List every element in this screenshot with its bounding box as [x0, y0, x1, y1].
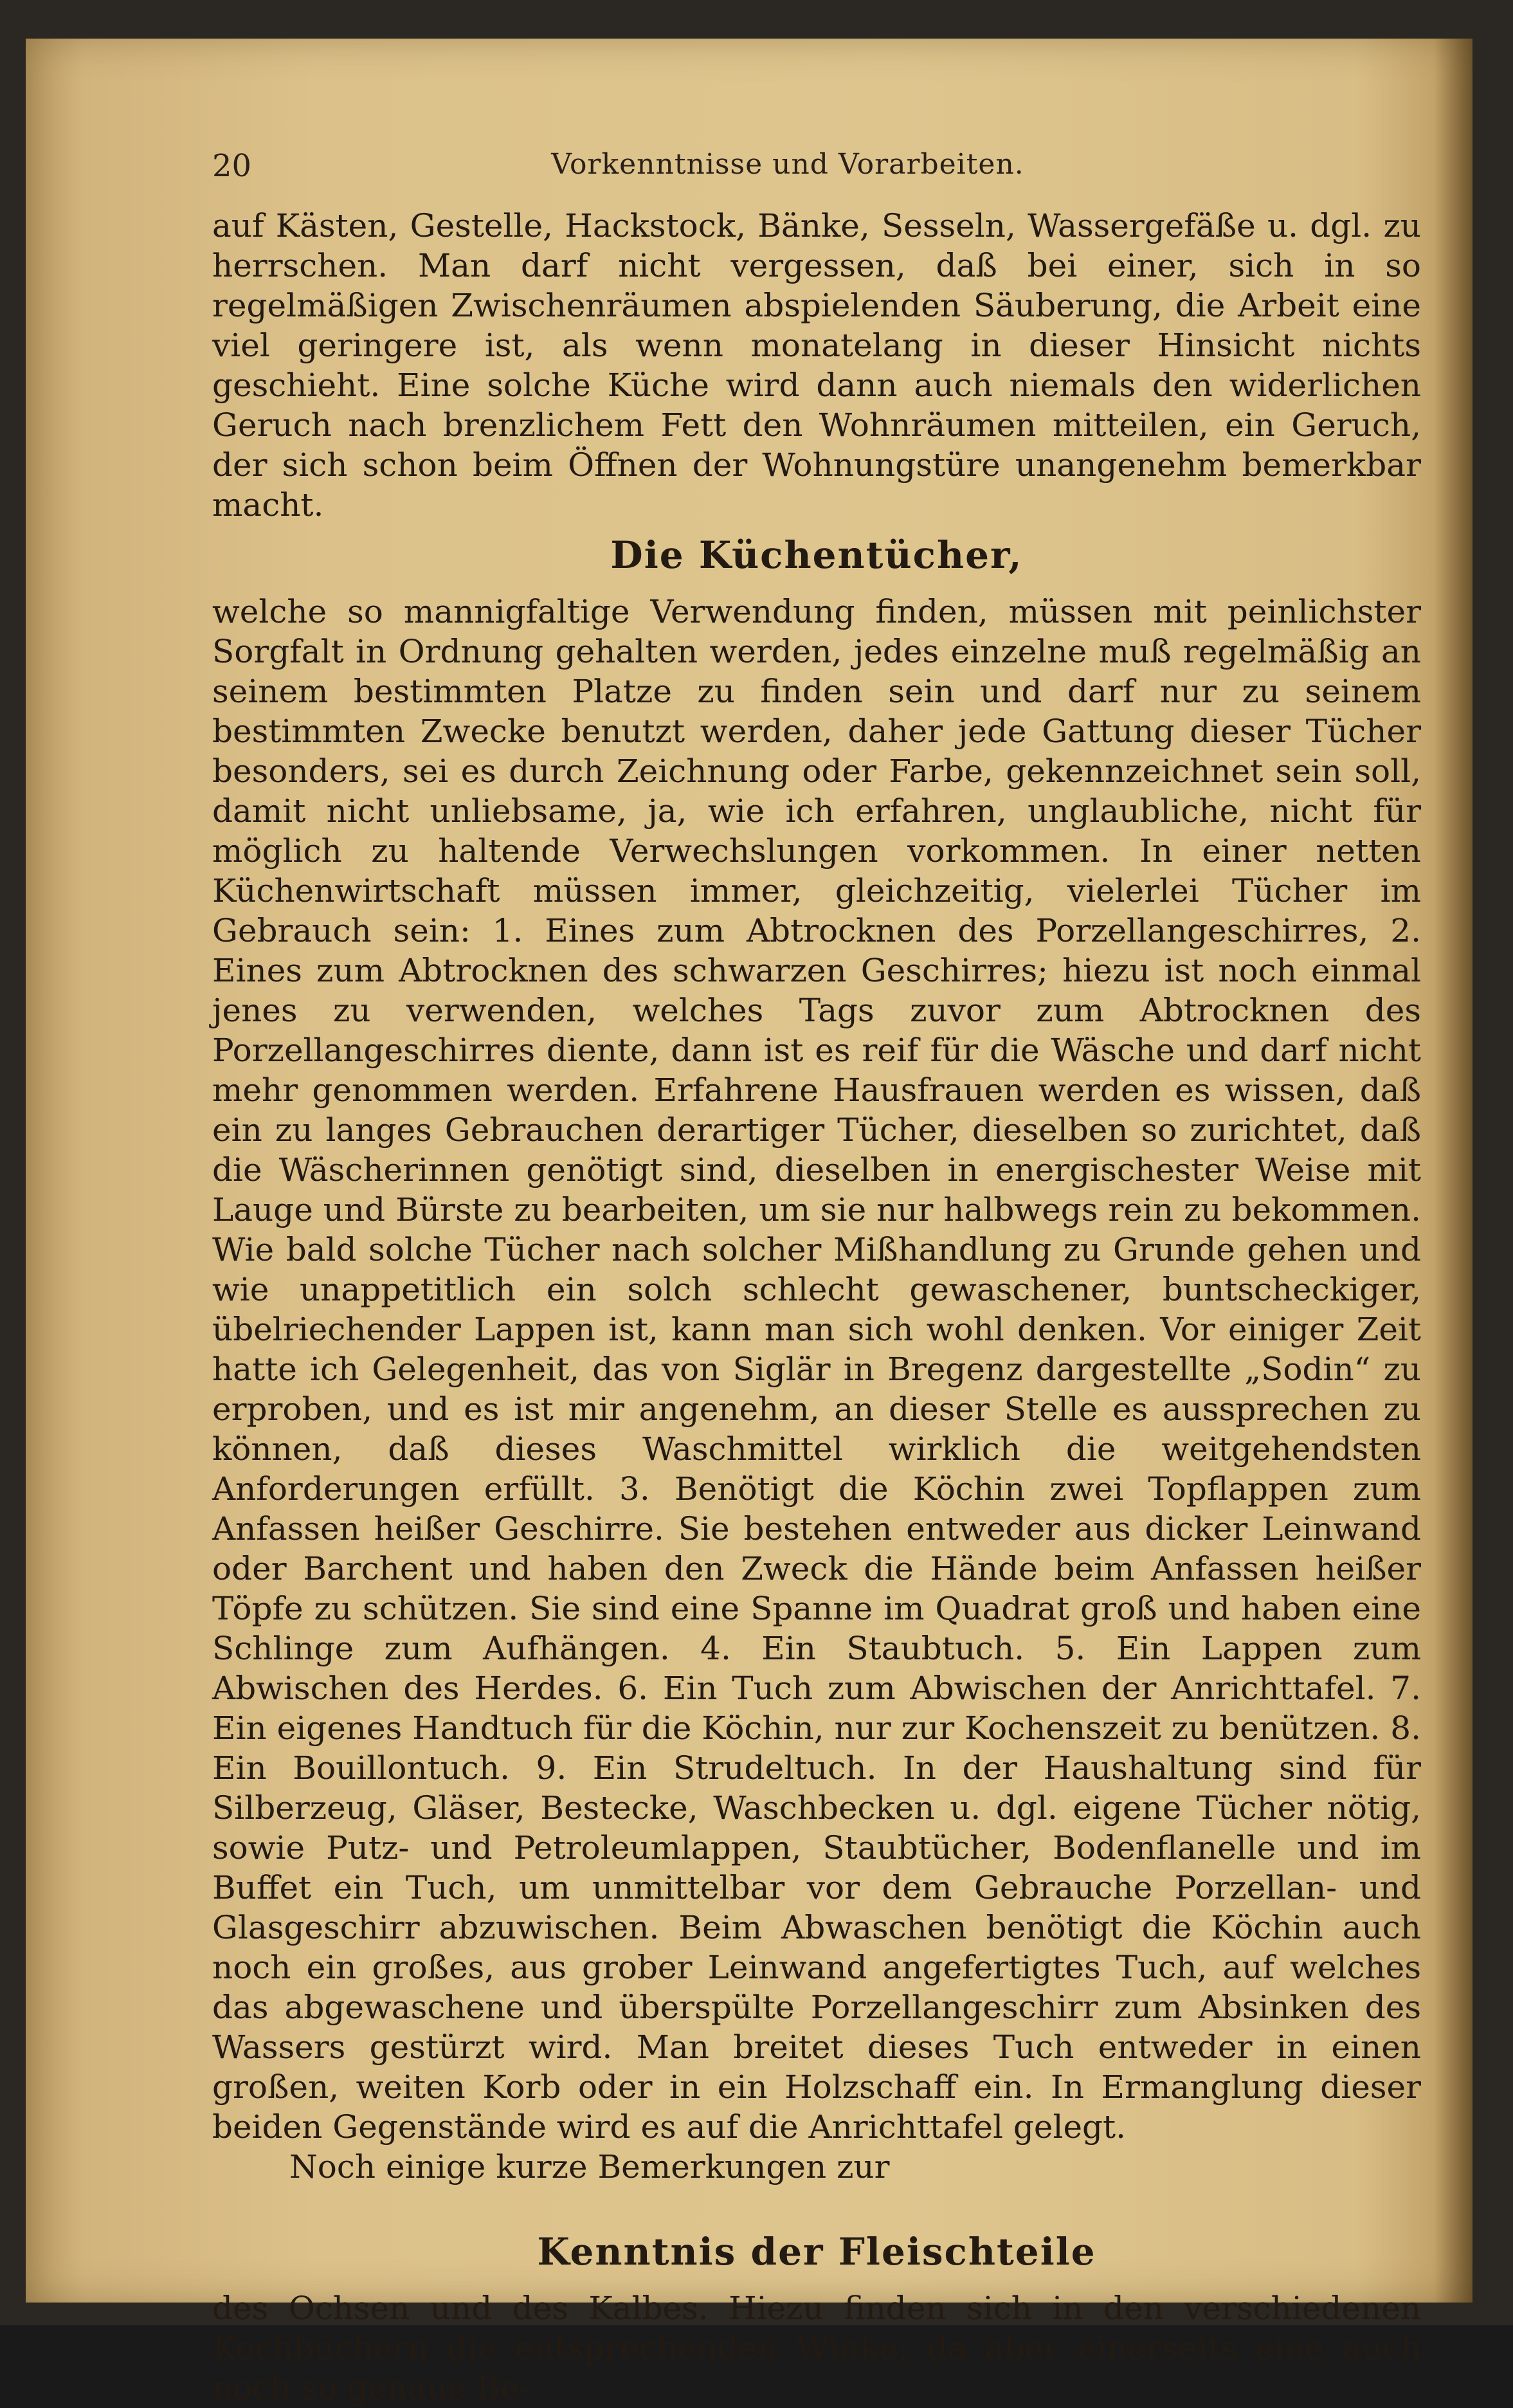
page-spine-shadow	[1434, 39, 1472, 2303]
page-number: 20	[212, 148, 252, 184]
section-heading-kuechentuecher: Die Küchentücher,	[610, 533, 1023, 577]
page-header	[186, 148, 1389, 193]
paragraph-1: auf Kästen, Gestelle, Hackstock, Bänke, Sesseln, Wassergefäße u. dgl. zu herrschen. Man darf nicht vergessen, daß bei einer, sich in so regelmäßigen Zwischenräumen abspielenden Säuberung, die Arbeit eine viel geringere ist, als wenn monatelang in dieser Hinsicht nichts geschieht. Eine solche Küche wird dann auch niemals den widerlichen Geruch nach brenzlichem Fett den Wohnräumen mitteilen, ein Geruch, der sich schon beim Öffnen der Wohnungstüre unangenehm bemerkbar macht.	[212, 207, 1421, 524]
paragraph-4: des Ochsen und des Kalbes. Hiezu finden sich in den verschiedenen Kochbüchern die entsprechenden Winke; da aber einerseits eine auch noch so genaue Be-	[212, 2290, 1421, 2407]
paragraph-3: Noch einige kurze Bemerkungen zur	[289, 2148, 890, 2185]
section-heading-fleischteile: Kenntnis der Fleischteile	[537, 2230, 1096, 2274]
running-head: Vorkenntnisse und Vorarbeiten.	[551, 148, 1024, 181]
body-text	[212, 206, 1421, 2408]
paragraph-2: welche so mannigfaltige Verwendung finden, müssen mit peinlichster Sorgfalt in Ordnung gehalten werden, jedes einzelne muß regelmäßig an seinem bestimmten Platze zu finden sein und darf nur zu seinem bestimmten Zwecke benutzt werden, daher jede Gattung dieser Tücher besonders, sei es durch Zeichnung oder Farbe, gekennzeichnet sein soll, damit nicht unliebsame, ja, wie ich erfahren, unglaubliche, nicht für möglich zu haltende Verwechslungen vorkommen. In einer netten Küchenwirtschaft müssen immer, gleichzeitig, vielerlei Tücher im Gebrauch sein: 1. Eines zum Abtrocknen des Porzellangeschirres, 2. Eines zum Abtrocknen des schwarzen Geschirres; hiezu ist noch einmal jenes zu verwenden, welches Tags zuvor zum Abtrocknen des Porzellangeschirres diente, dann ist es reif für die Wäsche und darf nicht mehr genommen werden. Erfahrene Hausfrauen werden es wissen, daß ein zu langes Gebrauchen derartiger Tücher, dieselben so zurichtet, daß die Wäscherinnen genötigt sind, dieselben in energischester Weise mit Lauge und Bürste zu bearbeiten, um sie nur halbwegs rein zu bekommen. Wie bald solche Tücher nach solcher Mißhandlung zu Grunde gehen und wie unappetitlich ein solch schlecht gewaschener, buntscheckiger, übelriechender Lappen ist, kann man sich wohl denken. Vor einiger Zeit hatte ich Gelegenheit, das von Siglär in Bregenz dargestellte „Sodin“ zu erproben, und es ist mir angenehm, an dieser Stelle es aussprechen zu können, daß dieses Waschmittel wirklich die weitgehendsten Anforderungen erfüllt. 3. Benötigt die Köchin zwei Topflappen zum Anfassen heißer Geschirre. Sie bestehen entweder aus dicker Leinwand oder Barchent und haben den Zweck die Hände beim Anfassen heißer Töpfe zu schützen. Sie sind eine Spanne im Quadrat groß und haben eine Schlinge zum Aufhängen. 4. Ein Staubtuch. 5. Ein Lappen zum Abwischen des Herdes. 6. Ein Tuch zum Abwischen der Anrichttafel. 7. Ein eigenes Handtuch für die Köchin, nur zur Kochenszeit zu benützen. 8. Ein Bouillontuch. 9. Ein Strudeltuch. In der Haushaltung sind für Silberzeug, Gläser, Bestecke, Waschbecken u. dgl. eigene Tücher nötig, sowie Putz- und Petroleumlappen, Staubtücher, Bodenflanelle und im Buffet ein Tuch, um unmittelbar vor dem Gebrauche Porzellan- und Glasgeschirr abzuwischen. Beim Abwaschen benötigt die Köchin auch noch ein großes, aus grober Leinwand angefertigtes Tuch, auf welches das abgewaschene und überspülte Porzellangeschirr zum Absinken des Wassers gestürzt wird. Man breitet dieses Tuch entweder in einen großen, weiten Korb oder in ein Holzschaff ein. In Ermanglung dieser beiden Gegenstände wird es auf die Anrichttafel gelegt.	[212, 593, 1421, 2146]
